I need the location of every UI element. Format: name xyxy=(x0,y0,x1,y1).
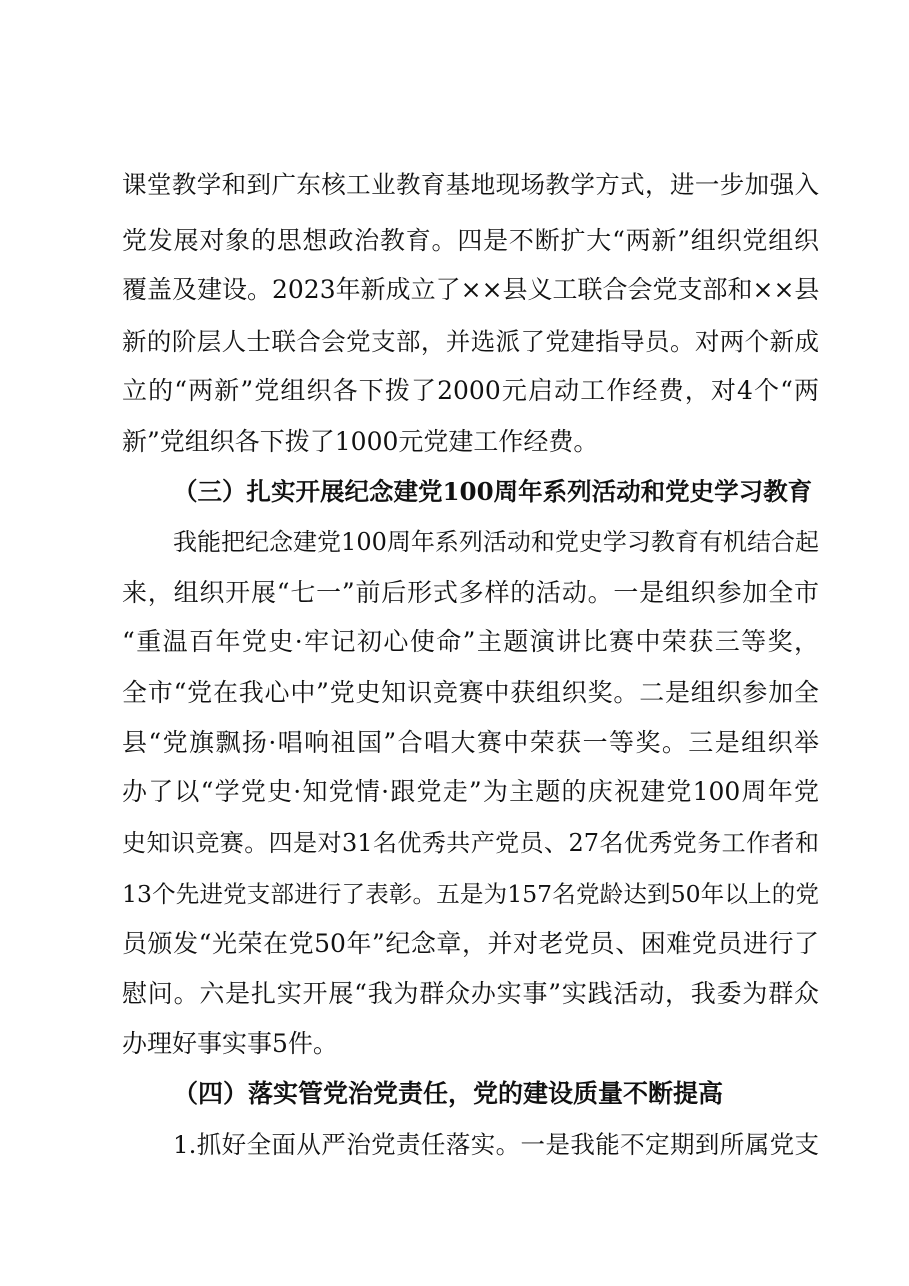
body-text-line: 办理好事实事5件。 xyxy=(122,1029,338,1058)
body-text-line: 1.抓好全面从严治党责任落实。一是我能不定期到所属党支 xyxy=(173,1130,819,1159)
body-text-line: 县“党旗飘扬·唱响祖国”合唱大赛中荣获一等奖。三是组织举 xyxy=(122,728,819,757)
body-text-line: 课堂教学和到广东核工业教育基地现场教学方式，进一步加强入 xyxy=(122,170,819,199)
body-text-line: 全市“党在我心中”党史知识竞赛中获组织奖。二是组织参加全 xyxy=(122,678,819,707)
body-text-line: 我能把纪念建党100周年系列活动和党史学习教育有机结合起 xyxy=(173,528,819,556)
body-text-line: 慰问。六是扎实开展“我为群众办实事”实践活动，我委为群众 xyxy=(122,979,819,1008)
section-heading-three: （三）扎实开展纪念建党100周年系列活动和党史学习教育 xyxy=(173,477,813,506)
body-text-line: 史知识竞赛。四是对31名优秀共产党员、27名优秀党务工作者和 xyxy=(122,829,819,857)
body-text-line: “重温百年党史·牢记初心使命”主题演讲比赛中荣获三等奖， xyxy=(122,627,819,656)
body-text-line: 立的“两新”党组织各下拨了2000元启动工作经费，对4个“两 xyxy=(122,376,819,405)
body-text-line: 员颁发“光荣在党50年”纪念章，并对老党员、困难党员进行了 xyxy=(122,929,819,958)
body-text-line: 来，组织开展“七一”前后形式多样的活动。一是组织参加全市 xyxy=(122,578,819,607)
section-heading-four: （四）落实管党治党责任，党的建设质量不断提高 xyxy=(173,1079,724,1108)
body-text-line: 新”党组织各下拨了1000元党建工作经费。 xyxy=(122,427,599,456)
body-text-line: 办了以“学党史·知党情·跟党走”为主题的庆祝建党100周年党 xyxy=(122,777,819,806)
body-text-line: 新的阶层人士联合会党支部，并选派了党建指导员。对两个新成 xyxy=(122,327,819,356)
body-text-line: 13个先进党支部进行了表彰。五是为157名党龄达到50年以上的党 xyxy=(122,880,819,908)
body-text-line: 党发展对象的思想政治教育。四是不断扩大“两新”组织党组织 xyxy=(122,226,819,255)
body-text-line: 覆盖及建设。2023年新成立了××县义工联合会党支部和××县 xyxy=(122,275,819,304)
